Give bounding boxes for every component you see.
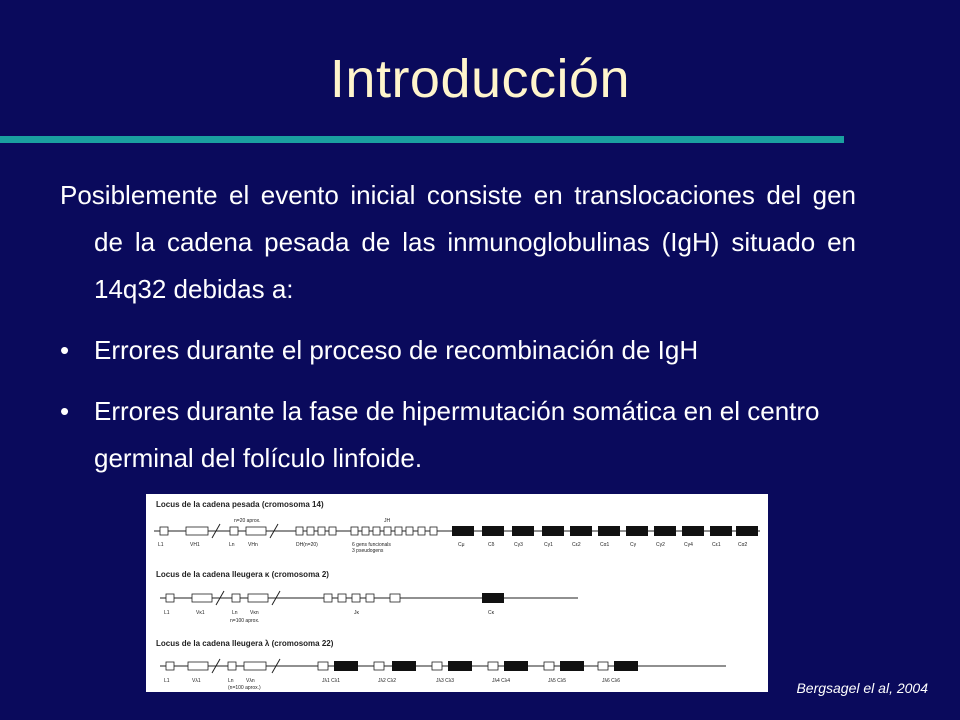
locus-label: L1 [164, 610, 170, 616]
heavy-labels [158, 542, 748, 554]
intro-paragraph: Posiblemente el evento inicial consiste en translocaciones del gen de la cadena pesada de las inmunoglobulinas (IgH) situado en 14q32 debidas a: [60, 180, 856, 304]
locus-label: Jκ [354, 610, 359, 616]
locus-label: (n=100 aprox.) [228, 685, 261, 691]
locus-label: Jλ2 Cλ2 [378, 678, 397, 684]
heavy-note-n: n=20 aprox. [234, 518, 261, 524]
locus-label: DH(n=20) [296, 542, 318, 548]
locus-label: Cδ [488, 542, 495, 548]
locus-label: Cα1 [600, 542, 610, 548]
locus-label: Jλ1 Cλ1 [322, 678, 341, 684]
bullet-item-2 [60, 388, 856, 482]
locus-svg [146, 494, 768, 692]
kappa-constant-segment [482, 593, 504, 603]
citation: Bergsagel el al, 2004 [796, 680, 928, 696]
locus-label: L1 [164, 678, 170, 684]
locus-label: Jλ3 Cλ3 [436, 678, 455, 684]
heavy-segments [160, 527, 437, 535]
slide-body [60, 172, 856, 482]
locus-label: Vκ1 [196, 610, 205, 616]
locus-label: n=100 aprox. [230, 618, 260, 624]
locus-label: 3 pseudogens [352, 548, 384, 554]
lambda-labels [164, 678, 620, 691]
locus-label: VH1 [190, 542, 200, 548]
locus-label: Vλn [246, 678, 255, 684]
locus-label: Cα2 [738, 542, 748, 548]
title-underline [0, 136, 844, 143]
locus-label: Cγ [630, 542, 637, 548]
locus-label: Jλ5 Cλ5 [548, 678, 567, 684]
locus-label: Jλ4 Cλ4 [492, 678, 511, 684]
locus-label: Ln [232, 610, 238, 616]
locus-label: Cκ [488, 610, 495, 616]
locus-label: Vκn [250, 610, 259, 616]
bullet-marker: • [60, 335, 70, 365]
locus-label: Ln [229, 542, 235, 548]
gene-locus-diagram [146, 494, 768, 692]
heavy-heading: Locus de la cadena pesada (cromosoma 14) [156, 500, 324, 509]
locus-label: Jλ6 Cλ6 [602, 678, 621, 684]
lambda-heading: Locus de la cadena lleugera λ (cromosoma 22) [156, 639, 334, 648]
heavy-constant-segments [452, 526, 758, 536]
slide-title: Introducción [329, 49, 631, 109]
locus-label: 6 gens funcionals [352, 542, 391, 548]
locus-label: VHn [248, 542, 258, 548]
bullet-item-1 [60, 327, 856, 374]
locus-label: Cμ [458, 542, 465, 548]
locus-label: Ln [228, 678, 234, 684]
bullet-marker: • [60, 396, 70, 426]
locus-label: Cγ4 [684, 542, 693, 548]
heavy-note-j: JH [384, 518, 391, 524]
bullet-text: Errores durante el proceso de recombinación de IgH [94, 335, 699, 365]
locus-label: Cε1 [712, 542, 721, 548]
kappa-labels [164, 610, 495, 624]
locus-label: Cε2 [572, 542, 581, 548]
locus-label: L1 [158, 542, 164, 548]
kappa-heading: Locus de la cadena lleugera κ (cromosoma 2) [156, 570, 329, 579]
locus-label: Cγ1 [544, 542, 553, 548]
locus-label: Cγ2 [656, 542, 665, 548]
locus-label: Vλ1 [192, 678, 201, 684]
bullet-text: Errores durante la fase de hipermutación somática en el centro germinal del folículo linfoide. [94, 396, 820, 473]
locus-label: Cγ3 [514, 542, 523, 548]
